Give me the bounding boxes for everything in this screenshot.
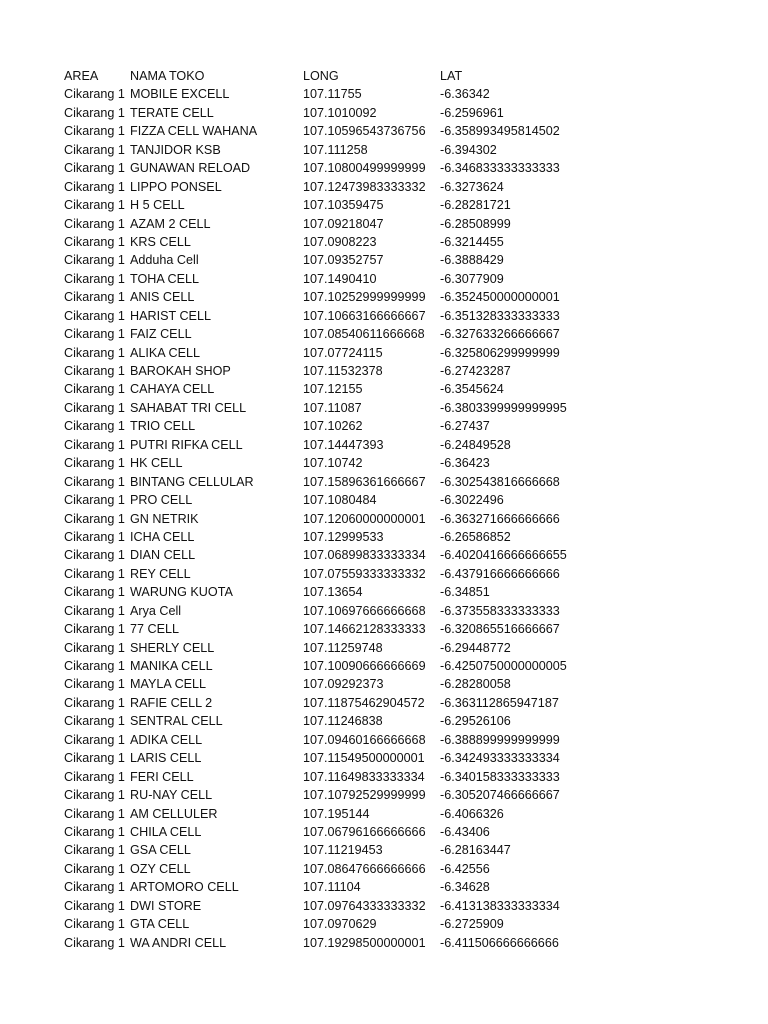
longitude-cell: 107.11649833333334 (303, 769, 425, 784)
table-row (64, 805, 744, 823)
store-name-cell: MAYLA CELL (130, 677, 207, 692)
latitude-cell: -6.28163447 (440, 843, 511, 858)
latitude-cell: -6.29526106 (440, 714, 511, 729)
store-name-cell: FAIZ CELL (130, 327, 192, 342)
store-name-cell: TRIO CELL (130, 419, 196, 434)
area-cell: Cikarang 1 (64, 456, 125, 471)
longitude-cell: 107.10792529999999 (303, 788, 426, 803)
longitude-cell: 107.1490410 (303, 271, 377, 286)
area-cell: Cikarang 1 (64, 585, 125, 600)
store-coordinates-table (64, 67, 744, 952)
table-row (64, 454, 744, 472)
header-store-name: NAMA TOKO (130, 69, 205, 83)
longitude-cell: 107.10742 (303, 456, 363, 471)
latitude-cell: -6.27423287 (440, 364, 511, 378)
longitude-cell: 107.14662128333333 (303, 622, 426, 637)
longitude-cell: 107.10090666666669 (303, 659, 426, 673)
longitude-cell: 107.09460166666668 (303, 732, 426, 747)
area-cell: Cikarang 1 (64, 161, 125, 176)
area-cell: Cikarang 1 (64, 695, 125, 710)
latitude-cell: -6.28280058 (440, 677, 511, 692)
area-cell: Cikarang 1 (64, 880, 125, 895)
store-name-cell: GTA CELL (130, 917, 190, 932)
table-row (64, 344, 744, 362)
latitude-cell: -6.3022496 (440, 493, 504, 508)
table-row (64, 122, 744, 140)
store-name-cell: WARUNG KUOTA (130, 585, 233, 600)
longitude-cell: 107.11259748 (303, 640, 383, 655)
latitude-cell: -6.373558333333333 (440, 603, 560, 618)
longitude-cell: 107.11087 (303, 400, 362, 415)
latitude-cell: -6.4020416666666655 (440, 548, 567, 563)
store-name-cell: RU-NAY CELL (130, 788, 213, 803)
latitude-cell: -6.36423 (440, 456, 490, 471)
store-name-cell: TERATE CELL (130, 105, 214, 120)
table-row (64, 565, 744, 583)
store-name-cell: RAFIE CELL 2 (130, 695, 213, 710)
latitude-cell: -6.29448772 (440, 640, 511, 655)
store-name-cell: DWI STORE (130, 898, 202, 913)
area-cell: Cikarang 1 (64, 806, 125, 821)
table-row (64, 786, 744, 804)
store-name-cell: FERI CELL (130, 769, 194, 784)
latitude-cell: -6.2725909 (440, 917, 504, 932)
latitude-cell: -6.3077909 (440, 271, 504, 286)
store-name-cell: CHILA CELL (130, 824, 202, 839)
area-cell: Cikarang 1 (64, 751, 125, 766)
table-row (64, 178, 744, 196)
longitude-cell: 107.12473983333332 (303, 179, 426, 194)
store-name-cell: FIZZA CELL WAHANA (130, 124, 258, 139)
longitude-cell: 107.06796166666666 (303, 824, 426, 839)
table-row (64, 141, 744, 159)
table-row (64, 731, 744, 749)
store-name-cell: BINTANG CELLULAR (130, 474, 254, 489)
store-name-cell: ANIS CELL (130, 290, 195, 305)
area-cell: Cikarang 1 (64, 659, 125, 673)
area-cell: Cikarang 1 (64, 622, 125, 637)
table-body (64, 85, 744, 952)
area-cell: Cikarang 1 (64, 437, 125, 452)
table-row (64, 546, 744, 564)
store-name-cell: DIAN CELL (130, 548, 196, 563)
store-name-cell: ARTOMORO CELL (130, 880, 239, 895)
latitude-cell: -6.4066326 (440, 806, 504, 821)
store-name-cell: Adduha Cell (130, 253, 199, 268)
store-name-cell: MOBILE EXCELL (130, 87, 230, 102)
table-row (64, 528, 744, 546)
latitude-cell: -6.358993495814502 (440, 124, 560, 139)
longitude-cell: 107.10697666666668 (303, 603, 426, 618)
area-cell: Cikarang 1 (64, 400, 125, 415)
latitude-cell: -6.34851 (440, 585, 490, 600)
table-row (64, 85, 744, 103)
table-row (64, 325, 744, 343)
longitude-cell: 107.12999533 (303, 529, 384, 544)
table-row (64, 675, 744, 693)
area-cell: Cikarang 1 (64, 216, 125, 231)
area-cell: Cikarang 1 (64, 917, 125, 932)
longitude-cell: 107.15896361666667 (303, 474, 426, 489)
longitude-cell: 107.111258 (303, 142, 368, 157)
area-cell: Cikarang 1 (64, 142, 125, 157)
table-row (64, 510, 744, 528)
latitude-cell: -6.42556 (440, 861, 490, 876)
table-row (64, 602, 744, 620)
table-row (64, 473, 744, 491)
table-row (64, 233, 744, 251)
table-header-row (64, 67, 744, 85)
area-cell: Cikarang 1 (64, 898, 125, 913)
longitude-cell: 107.10596543736756 (303, 124, 426, 139)
area-cell: Cikarang 1 (64, 364, 125, 378)
latitude-cell: -6.24849528 (440, 437, 511, 452)
store-name-cell: GN NETRIK (130, 511, 199, 526)
area-cell: Cikarang 1 (64, 105, 125, 120)
area-cell: Cikarang 1 (64, 234, 125, 249)
area-cell: Cikarang 1 (64, 548, 125, 563)
store-name-cell: LIPPO PONSEL (130, 179, 222, 194)
longitude-cell: 107.1010092 (303, 105, 377, 120)
longitude-cell: 107.10663166666667 (303, 308, 426, 323)
latitude-cell: -6.3545624 (440, 382, 504, 397)
latitude-cell: -6.363112865947187 (440, 695, 559, 710)
table-row (64, 288, 744, 306)
area-cell: Cikarang 1 (64, 714, 125, 729)
longitude-cell: 107.11219453 (303, 843, 383, 858)
area-cell: Cikarang 1 (64, 253, 125, 268)
longitude-cell: 107.0970629 (303, 917, 377, 932)
store-name-cell: KRS CELL (130, 234, 191, 249)
longitude-cell: 107.11549500000001 (303, 751, 425, 766)
store-name-cell: GSA CELL (130, 843, 191, 858)
latitude-cell: -6.325806299999999 (440, 345, 560, 360)
longitude-cell: 107.12060000000001 (303, 511, 426, 526)
longitude-cell: 107.10359475 (303, 198, 384, 213)
area-cell: Cikarang 1 (64, 198, 125, 213)
table-row (64, 307, 744, 325)
store-name-cell: ICHA CELL (130, 529, 195, 544)
store-name-cell: BAROKAH SHOP (130, 364, 231, 378)
table-row (64, 251, 744, 269)
store-name-cell: ADIKA CELL (130, 732, 203, 747)
table-row (64, 934, 744, 952)
table-row (64, 399, 744, 417)
area-cell: Cikarang 1 (64, 327, 125, 342)
longitude-cell: 107.07559333333332 (303, 566, 426, 581)
header-longitude: LONG (303, 69, 339, 83)
store-name-cell: CAHAYA CELL (130, 382, 215, 397)
table-row (64, 270, 744, 288)
area-cell: Cikarang 1 (64, 732, 125, 747)
area-cell: Cikarang 1 (64, 640, 125, 655)
table-row (64, 362, 744, 380)
table-row (64, 159, 744, 177)
table-row (64, 712, 744, 730)
latitude-cell: -6.3803399999999995 (440, 400, 567, 415)
longitude-cell: 107.09218047 (303, 216, 384, 231)
longitude-cell: 107.12155 (303, 382, 363, 397)
store-name-cell: HARIST CELL (130, 308, 211, 323)
area-cell: Cikarang 1 (64, 345, 125, 360)
longitude-cell: 107.14447393 (303, 437, 384, 452)
area-cell: Cikarang 1 (64, 308, 125, 323)
table-row (64, 860, 744, 878)
latitude-cell: -6.320865516666667 (440, 622, 560, 637)
table-row (64, 749, 744, 767)
latitude-cell: -6.43406 (440, 824, 490, 839)
latitude-cell: -6.363271666666666 (440, 511, 560, 526)
store-name-cell: PUTRI RIFKA CELL (130, 437, 243, 452)
longitude-cell: 107.10252999999999 (303, 290, 426, 305)
area-cell: Cikarang 1 (64, 935, 125, 950)
latitude-cell: -6.4250750000000005 (440, 659, 567, 673)
longitude-cell: 107.19298500000001 (303, 935, 426, 950)
latitude-cell: -6.302543816666668 (440, 474, 560, 489)
longitude-cell: 107.07724115 (303, 345, 383, 360)
table-row (64, 915, 744, 933)
area-cell: Cikarang 1 (64, 769, 125, 784)
store-name-cell: SAHABAT TRI CELL (130, 400, 247, 415)
store-name-cell: TANJIDOR KSB (130, 142, 221, 157)
area-cell: Cikarang 1 (64, 677, 125, 692)
store-name-cell: REY CELL (130, 566, 191, 581)
store-name-cell: Arya Cell (130, 603, 182, 618)
table-row (64, 215, 744, 233)
latitude-cell: -6.351328333333333 (440, 308, 560, 323)
area-cell: Cikarang 1 (64, 566, 125, 581)
area-cell: Cikarang 1 (64, 474, 125, 489)
area-cell: Cikarang 1 (64, 290, 125, 305)
area-cell: Cikarang 1 (64, 788, 125, 803)
store-name-cell: HK CELL (130, 456, 183, 471)
store-name-cell: PRO CELL (130, 493, 193, 508)
longitude-cell: 107.09764333333332 (303, 898, 426, 913)
latitude-cell: -6.437916666666666 (440, 566, 560, 581)
store-name-cell: ALIKA CELL (130, 345, 201, 360)
longitude-cell: 107.10262 (303, 419, 363, 434)
longitude-cell: 107.08540611666668 (303, 327, 425, 342)
table-row (64, 436, 744, 454)
longitude-cell: 107.11104 (303, 880, 361, 895)
table-row (64, 583, 744, 601)
table-row (64, 878, 744, 896)
latitude-cell: -6.26586852 (440, 529, 511, 544)
longitude-cell: 107.09352757 (303, 253, 384, 268)
table-row (64, 657, 744, 675)
latitude-cell: -6.305207466666667 (440, 788, 560, 803)
table-row (64, 768, 744, 786)
latitude-cell: -6.411506666666666 (440, 935, 559, 950)
latitude-cell: -6.352450000000001 (440, 290, 560, 305)
latitude-cell: -6.413138333333334 (440, 898, 560, 913)
table-row (64, 380, 744, 398)
store-name-cell: AM CELLULER (130, 806, 218, 821)
area-cell: Cikarang 1 (64, 529, 125, 544)
table-row (64, 694, 744, 712)
latitude-cell: -6.346833333333333 (440, 161, 560, 176)
header-area: AREA (64, 69, 99, 83)
table-row (64, 104, 744, 122)
latitude-cell: -6.2596961 (440, 105, 504, 120)
store-name-cell: H 5 CELL (130, 198, 185, 213)
table-row (64, 639, 744, 657)
store-name-cell: SHERLY CELL (130, 640, 215, 655)
table-row (64, 196, 744, 214)
latitude-cell: -6.36342 (440, 87, 490, 102)
store-name-cell: GUNAWAN RELOAD (130, 161, 251, 176)
area-cell: Cikarang 1 (64, 603, 125, 618)
table-row (64, 841, 744, 859)
table-row (64, 823, 744, 841)
latitude-cell: -6.28281721 (440, 198, 511, 213)
latitude-cell: -6.340158333333333 (440, 769, 560, 784)
latitude-cell: -6.3888429 (440, 253, 504, 268)
latitude-cell: -6.327633266666667 (440, 327, 560, 342)
store-name-cell: AZAM 2 CELL (130, 216, 211, 231)
store-name-cell: TOHA CELL (130, 271, 200, 286)
table-row (64, 417, 744, 435)
area-cell: Cikarang 1 (64, 124, 125, 139)
latitude-cell: -6.27437 (440, 419, 490, 434)
longitude-cell: 107.11875462904572 (303, 695, 425, 710)
area-cell: Cikarang 1 (64, 419, 125, 434)
longitude-cell: 107.0908223 (303, 234, 377, 249)
table-row (64, 620, 744, 638)
latitude-cell: -6.394302 (440, 142, 497, 157)
store-name-cell: WA ANDRI CELL (130, 935, 227, 950)
area-cell: Cikarang 1 (64, 824, 125, 839)
longitude-cell: 107.13654 (303, 585, 363, 600)
latitude-cell: -6.34628 (440, 880, 490, 895)
latitude-cell: -6.28508999 (440, 216, 511, 231)
store-name-cell: SENTRAL CELL (130, 714, 223, 729)
area-cell: Cikarang 1 (64, 271, 125, 286)
store-name-cell: 77 CELL (130, 622, 180, 637)
longitude-cell: 107.10800499999999 (303, 161, 426, 176)
latitude-cell: -6.3273624 (440, 179, 504, 194)
table-row (64, 491, 744, 509)
store-name-cell: MANIKA CELL (130, 659, 213, 673)
area-cell: Cikarang 1 (64, 382, 125, 397)
store-name-cell: LARIS CELL (130, 751, 202, 766)
header-latitude: LAT (440, 69, 463, 83)
longitude-cell: 107.1080484 (303, 493, 377, 508)
longitude-cell: 107.09292373 (303, 677, 384, 692)
longitude-cell: 107.08647666666666 (303, 861, 426, 876)
table-row (64, 897, 744, 915)
longitude-cell: 107.195144 (303, 806, 370, 821)
area-cell: Cikarang 1 (64, 861, 125, 876)
latitude-cell: -6.388899999999999 (440, 732, 560, 747)
longitude-cell: 107.06899833333334 (303, 548, 426, 563)
area-cell: Cikarang 1 (64, 87, 125, 102)
area-cell: Cikarang 1 (64, 843, 125, 858)
latitude-cell: -6.3214455 (440, 234, 504, 249)
longitude-cell: 107.11246838 (303, 714, 383, 729)
area-cell: Cikarang 1 (64, 179, 125, 194)
store-name-cell: OZY CELL (130, 861, 191, 876)
area-cell: Cikarang 1 (64, 493, 125, 508)
latitude-cell: -6.342493333333334 (440, 751, 560, 766)
longitude-cell: 107.11755 (303, 87, 362, 102)
longitude-cell: 107.11532378 (303, 364, 383, 378)
area-cell: Cikarang 1 (64, 511, 125, 526)
